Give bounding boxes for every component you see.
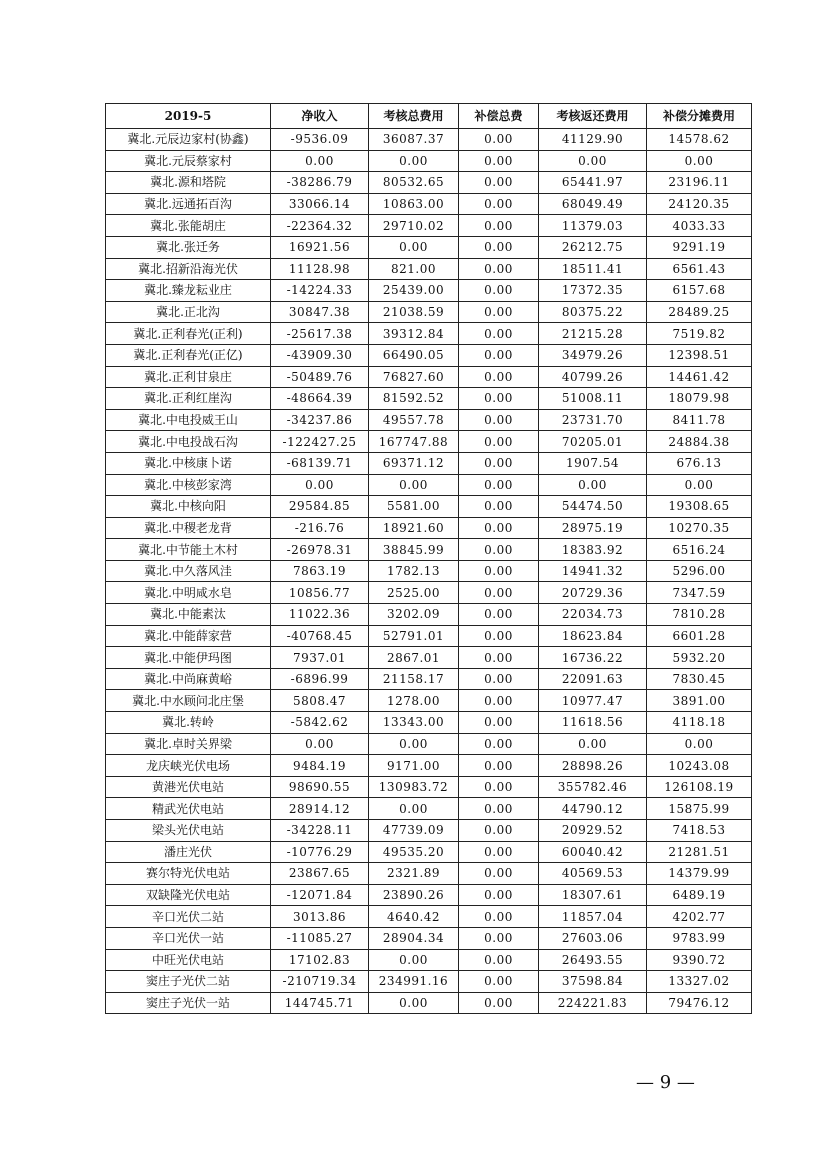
value-cell: 19308.65 — [647, 496, 752, 518]
settlement-table — [105, 103, 752, 1014]
value-cell: 0.00 — [459, 388, 539, 410]
table-row — [106, 517, 752, 539]
value-cell: 0.00 — [459, 625, 539, 647]
value-cell: 0.00 — [459, 604, 539, 626]
column-header: 考核返还费用 — [539, 104, 647, 129]
value-cell: 6561.43 — [647, 258, 752, 280]
table-row — [106, 927, 752, 949]
station-name-cell: 冀北.正利春光(正亿) — [106, 344, 271, 366]
value-cell: 3202.09 — [369, 604, 459, 626]
value-cell: 0.00 — [459, 301, 539, 323]
value-cell: 18079.98 — [647, 388, 752, 410]
station-name-cell: 冀北.招新沿海光伏 — [106, 258, 271, 280]
value-cell: 44790.12 — [539, 798, 647, 820]
table-row — [106, 582, 752, 604]
station-name-cell: 冀北.臻龙耘业庄 — [106, 280, 271, 302]
value-cell: 0.00 — [459, 280, 539, 302]
value-cell: 0.00 — [459, 690, 539, 712]
value-cell: 0.00 — [369, 733, 459, 755]
station-name-cell: 冀北.元辰蔡家村 — [106, 150, 271, 172]
value-cell: 17372.35 — [539, 280, 647, 302]
value-cell: 0.00 — [459, 517, 539, 539]
value-cell: 0.00 — [647, 474, 752, 496]
value-cell: 9783.99 — [647, 927, 752, 949]
value-cell: 0.00 — [271, 733, 369, 755]
value-cell: 0.00 — [369, 150, 459, 172]
table-row — [106, 193, 752, 215]
table-row — [106, 712, 752, 734]
station-name-cell: 冀北.中核康卜诺 — [106, 452, 271, 474]
value-cell: 20729.36 — [539, 582, 647, 604]
station-name-cell: 冀北.中电投战石沟 — [106, 431, 271, 453]
value-cell: 4640.42 — [369, 906, 459, 928]
value-cell: 38845.99 — [369, 539, 459, 561]
table-row — [106, 366, 752, 388]
value-cell: 14461.42 — [647, 366, 752, 388]
value-cell: 24120.35 — [647, 193, 752, 215]
station-name-cell: 冀北.中能素汰 — [106, 604, 271, 626]
value-cell: 22034.73 — [539, 604, 647, 626]
value-cell: 10977.47 — [539, 690, 647, 712]
value-cell: 16921.56 — [271, 236, 369, 258]
value-cell: 4033.33 — [647, 215, 752, 237]
value-cell: 65441.97 — [539, 172, 647, 194]
table-row — [106, 215, 752, 237]
column-header: 净收入 — [271, 104, 369, 129]
value-cell: 167747.88 — [369, 431, 459, 453]
station-name-cell: 冀北.中能伊玛图 — [106, 647, 271, 669]
value-cell: 18623.84 — [539, 625, 647, 647]
value-cell: 20929.52 — [539, 820, 647, 842]
table-row — [106, 280, 752, 302]
value-cell: 0.00 — [369, 798, 459, 820]
value-cell: 14379.99 — [647, 863, 752, 885]
value-cell: 0.00 — [459, 344, 539, 366]
station-name-cell: 窦庄子光伏二站 — [106, 971, 271, 993]
value-cell: 7519.82 — [647, 323, 752, 345]
station-name-cell: 冀北.中能薛家营 — [106, 625, 271, 647]
value-cell: 0.00 — [459, 474, 539, 496]
value-cell: -6896.99 — [271, 668, 369, 690]
value-cell: 1782.13 — [369, 560, 459, 582]
value-cell: 0.00 — [459, 841, 539, 863]
table-row — [106, 323, 752, 345]
table-row — [106, 992, 752, 1014]
table-row — [106, 539, 752, 561]
value-cell: -10776.29 — [271, 841, 369, 863]
value-cell: 0.00 — [647, 733, 752, 755]
value-cell: 0.00 — [459, 863, 539, 885]
table-row — [106, 690, 752, 712]
page-number: — 9 — — [636, 1072, 695, 1093]
station-name-cell: 冀北.元辰边家村(协鑫) — [106, 129, 271, 151]
value-cell: 0.00 — [459, 431, 539, 453]
value-cell: -210719.34 — [271, 971, 369, 993]
value-cell: 76827.60 — [369, 366, 459, 388]
value-cell: -26978.31 — [271, 539, 369, 561]
value-cell: 0.00 — [459, 539, 539, 561]
value-cell: 18383.92 — [539, 539, 647, 561]
station-name-cell: 冀北.中明咸水皂 — [106, 582, 271, 604]
value-cell: 28914.12 — [271, 798, 369, 820]
value-cell: 6157.68 — [647, 280, 752, 302]
value-cell: 0.00 — [459, 668, 539, 690]
value-cell: 29584.85 — [271, 496, 369, 518]
value-cell: 126108.19 — [647, 776, 752, 798]
value-cell: 21215.28 — [539, 323, 647, 345]
value-cell: 0.00 — [459, 927, 539, 949]
station-name-cell: 梁头光伏电站 — [106, 820, 271, 842]
value-cell: 3891.00 — [647, 690, 752, 712]
value-cell: 41129.90 — [539, 129, 647, 151]
value-cell: 130983.72 — [369, 776, 459, 798]
column-header: 补偿总费 — [459, 104, 539, 129]
table-row — [106, 150, 752, 172]
value-cell: 66490.05 — [369, 344, 459, 366]
value-cell: 11618.56 — [539, 712, 647, 734]
table-row — [106, 949, 752, 971]
value-cell: 36087.37 — [369, 129, 459, 151]
value-cell: 0.00 — [459, 582, 539, 604]
column-header: 补偿分摊费用 — [647, 104, 752, 129]
station-name-cell: 冀北.张迁务 — [106, 236, 271, 258]
station-name-cell: 中旺光伏电站 — [106, 949, 271, 971]
station-name-cell: 龙庆峡光伏电场 — [106, 755, 271, 777]
value-cell: 33066.14 — [271, 193, 369, 215]
value-cell: 0.00 — [459, 820, 539, 842]
data-sheet — [105, 103, 751, 1014]
station-name-cell: 窦庄子光伏一站 — [106, 992, 271, 1014]
value-cell: -5842.62 — [271, 712, 369, 734]
value-cell: 0.00 — [271, 474, 369, 496]
value-cell: 0.00 — [369, 992, 459, 1014]
station-name-cell: 潘庄光伏 — [106, 841, 271, 863]
value-cell: 37598.84 — [539, 971, 647, 993]
value-cell: 11022.36 — [271, 604, 369, 626]
value-cell: 18921.60 — [369, 517, 459, 539]
value-cell: 28975.19 — [539, 517, 647, 539]
value-cell: 0.00 — [369, 949, 459, 971]
value-cell: 0.00 — [271, 150, 369, 172]
value-cell: 28898.26 — [539, 755, 647, 777]
value-cell: 23867.65 — [271, 863, 369, 885]
table-row — [106, 344, 752, 366]
value-cell: -9536.09 — [271, 129, 369, 151]
value-cell: -38286.79 — [271, 172, 369, 194]
value-cell: 52791.01 — [369, 625, 459, 647]
value-cell: 39312.84 — [369, 323, 459, 345]
station-name-cell: 冀北.中节能土木村 — [106, 539, 271, 561]
value-cell: -68139.71 — [271, 452, 369, 474]
value-cell: 0.00 — [459, 215, 539, 237]
value-cell: 0.00 — [459, 906, 539, 928]
value-cell: 7418.53 — [647, 820, 752, 842]
value-cell: 47739.09 — [369, 820, 459, 842]
value-cell: 676.13 — [647, 452, 752, 474]
value-cell: 0.00 — [459, 172, 539, 194]
value-cell: 69371.12 — [369, 452, 459, 474]
station-name-cell: 冀北.张能胡庄 — [106, 215, 271, 237]
station-name-cell: 冀北.转岭 — [106, 712, 271, 734]
value-cell: 144745.71 — [271, 992, 369, 1014]
value-cell: 79476.12 — [647, 992, 752, 1014]
value-cell: 10243.08 — [647, 755, 752, 777]
value-cell: 0.00 — [459, 366, 539, 388]
value-cell: 0.00 — [459, 560, 539, 582]
table-row — [106, 647, 752, 669]
value-cell: 16736.22 — [539, 647, 647, 669]
value-cell: 7810.28 — [647, 604, 752, 626]
value-cell: 49557.78 — [369, 409, 459, 431]
station-name-cell: 冀北.正利甘泉庄 — [106, 366, 271, 388]
value-cell: 8411.78 — [647, 409, 752, 431]
value-cell: 355782.46 — [539, 776, 647, 798]
value-cell: -34228.11 — [271, 820, 369, 842]
table-row — [106, 884, 752, 906]
value-cell: 0.00 — [459, 647, 539, 669]
value-cell: 23890.26 — [369, 884, 459, 906]
value-cell: 0.00 — [647, 150, 752, 172]
value-cell: 11379.03 — [539, 215, 647, 237]
station-name-cell: 赛尔特光伏电站 — [106, 863, 271, 885]
value-cell: 14578.62 — [647, 129, 752, 151]
table-row — [106, 258, 752, 280]
value-cell: 0.00 — [539, 733, 647, 755]
table-row — [106, 863, 752, 885]
value-cell: -122427.25 — [271, 431, 369, 453]
value-cell: 0.00 — [459, 236, 539, 258]
table-row — [106, 388, 752, 410]
value-cell: 0.00 — [459, 129, 539, 151]
value-cell: 224221.83 — [539, 992, 647, 1014]
table-row — [106, 733, 752, 755]
value-cell: 17102.83 — [271, 949, 369, 971]
value-cell: 10270.35 — [647, 517, 752, 539]
station-name-cell: 冀北.中核向阳 — [106, 496, 271, 518]
value-cell: 0.00 — [459, 712, 539, 734]
value-cell: -48664.39 — [271, 388, 369, 410]
station-name-cell: 冀北.中稷老龙背 — [106, 517, 271, 539]
value-cell: 1907.54 — [539, 452, 647, 474]
value-cell: 0.00 — [459, 193, 539, 215]
value-cell: 40569.53 — [539, 863, 647, 885]
station-name-cell: 冀北.中电投威王山 — [106, 409, 271, 431]
station-name-cell: 辛口光伏二站 — [106, 906, 271, 928]
value-cell: 11857.04 — [539, 906, 647, 928]
station-name-cell: 冀北.源和塔院 — [106, 172, 271, 194]
value-cell: 5581.00 — [369, 496, 459, 518]
value-cell: 23731.70 — [539, 409, 647, 431]
value-cell: 68049.49 — [539, 193, 647, 215]
station-name-cell: 冀北.正北沟 — [106, 301, 271, 323]
value-cell: 28904.34 — [369, 927, 459, 949]
value-cell: 13327.02 — [647, 971, 752, 993]
value-cell: 0.00 — [459, 798, 539, 820]
value-cell: 49535.20 — [369, 841, 459, 863]
value-cell: 18307.61 — [539, 884, 647, 906]
table-row — [106, 452, 752, 474]
table-row — [106, 172, 752, 194]
value-cell: 22091.63 — [539, 668, 647, 690]
value-cell: 12398.51 — [647, 344, 752, 366]
column-header: 考核总费用 — [369, 104, 459, 129]
value-cell: 54474.50 — [539, 496, 647, 518]
station-name-cell: 黄港光伏电站 — [106, 776, 271, 798]
value-cell: 23196.11 — [647, 172, 752, 194]
value-cell: 0.00 — [459, 733, 539, 755]
value-cell: -34237.86 — [271, 409, 369, 431]
value-cell: 21038.59 — [369, 301, 459, 323]
value-cell: -14224.33 — [271, 280, 369, 302]
column-header: 2019-5 — [106, 104, 271, 129]
table-row — [106, 820, 752, 842]
value-cell: 60040.42 — [539, 841, 647, 863]
value-cell: 4118.18 — [647, 712, 752, 734]
value-cell: 0.00 — [459, 884, 539, 906]
table-row — [106, 906, 752, 928]
table-row — [106, 625, 752, 647]
value-cell: 7347.59 — [647, 582, 752, 604]
value-cell: 7863.19 — [271, 560, 369, 582]
table-row — [106, 755, 752, 777]
table-row — [106, 971, 752, 993]
table-row — [106, 236, 752, 258]
value-cell: 7830.45 — [647, 668, 752, 690]
station-name-cell: 冀北.中尚麻黄峪 — [106, 668, 271, 690]
value-cell: -50489.76 — [271, 366, 369, 388]
value-cell: 98690.55 — [271, 776, 369, 798]
value-cell: 5932.20 — [647, 647, 752, 669]
value-cell: 9390.72 — [647, 949, 752, 971]
value-cell: 11128.98 — [271, 258, 369, 280]
value-cell: -25617.38 — [271, 323, 369, 345]
table-row — [106, 798, 752, 820]
value-cell: 2525.00 — [369, 582, 459, 604]
value-cell: 0.00 — [459, 992, 539, 1014]
table-row — [106, 668, 752, 690]
value-cell: 2321.89 — [369, 863, 459, 885]
value-cell: 10856.77 — [271, 582, 369, 604]
value-cell: 0.00 — [459, 150, 539, 172]
table-row — [106, 560, 752, 582]
value-cell: 0.00 — [459, 452, 539, 474]
value-cell: 6516.24 — [647, 539, 752, 561]
value-cell: 18511.41 — [539, 258, 647, 280]
value-cell: 5808.47 — [271, 690, 369, 712]
table-row — [106, 841, 752, 863]
value-cell: 9291.19 — [647, 236, 752, 258]
station-name-cell: 冀北.卓时关界梁 — [106, 733, 271, 755]
value-cell: 21281.51 — [647, 841, 752, 863]
table-row — [106, 474, 752, 496]
value-cell: 27603.06 — [539, 927, 647, 949]
station-name-cell: 冀北.正利春光(正利) — [106, 323, 271, 345]
value-cell: 2867.01 — [369, 647, 459, 669]
value-cell: -12071.84 — [271, 884, 369, 906]
value-cell: 13343.00 — [369, 712, 459, 734]
value-cell: 80375.22 — [539, 301, 647, 323]
table-row — [106, 604, 752, 626]
value-cell: 0.00 — [539, 150, 647, 172]
value-cell: 1278.00 — [369, 690, 459, 712]
value-cell: 9484.19 — [271, 755, 369, 777]
value-cell: 40799.26 — [539, 366, 647, 388]
value-cell: -22364.32 — [271, 215, 369, 237]
value-cell: -40768.45 — [271, 625, 369, 647]
table-row — [106, 129, 752, 151]
value-cell: 3013.86 — [271, 906, 369, 928]
value-cell: 0.00 — [459, 971, 539, 993]
station-name-cell: 冀北.中久落风洼 — [106, 560, 271, 582]
value-cell: 21158.17 — [369, 668, 459, 690]
value-cell: 0.00 — [459, 755, 539, 777]
table-row — [106, 301, 752, 323]
table-row — [106, 431, 752, 453]
value-cell: 28489.25 — [647, 301, 752, 323]
station-name-cell: 冀北.中核彭家湾 — [106, 474, 271, 496]
value-cell: 0.00 — [459, 776, 539, 798]
value-cell: -11085.27 — [271, 927, 369, 949]
station-name-cell: 冀北.正利红崖沟 — [106, 388, 271, 410]
station-name-cell: 冀北.远通拓百沟 — [106, 193, 271, 215]
table-row — [106, 496, 752, 518]
station-name-cell: 双缺隆光伏电站 — [106, 884, 271, 906]
table-body — [106, 129, 752, 1014]
value-cell: 0.00 — [459, 949, 539, 971]
value-cell: 5296.00 — [647, 560, 752, 582]
value-cell: 10863.00 — [369, 193, 459, 215]
value-cell: 51008.11 — [539, 388, 647, 410]
value-cell: -43909.30 — [271, 344, 369, 366]
value-cell: 15875.99 — [647, 798, 752, 820]
header-row — [106, 104, 752, 129]
value-cell: 234991.16 — [369, 971, 459, 993]
value-cell: 6489.19 — [647, 884, 752, 906]
value-cell: 6601.28 — [647, 625, 752, 647]
value-cell: 0.00 — [539, 474, 647, 496]
value-cell: 4202.77 — [647, 906, 752, 928]
value-cell: 26212.75 — [539, 236, 647, 258]
value-cell: 0.00 — [459, 323, 539, 345]
value-cell: 29710.02 — [369, 215, 459, 237]
table-row — [106, 409, 752, 431]
station-name-cell: 辛口光伏一站 — [106, 927, 271, 949]
value-cell: 24884.38 — [647, 431, 752, 453]
value-cell: 26493.55 — [539, 949, 647, 971]
value-cell: 0.00 — [369, 236, 459, 258]
value-cell: 7937.01 — [271, 647, 369, 669]
value-cell: 14941.32 — [539, 560, 647, 582]
station-name-cell: 冀北.中水顾问北庄堡 — [106, 690, 271, 712]
value-cell: 34979.26 — [539, 344, 647, 366]
station-name-cell: 精武光伏电站 — [106, 798, 271, 820]
value-cell: 25439.00 — [369, 280, 459, 302]
value-cell: 821.00 — [369, 258, 459, 280]
value-cell: 81592.52 — [369, 388, 459, 410]
value-cell: 0.00 — [369, 474, 459, 496]
value-cell: 0.00 — [459, 258, 539, 280]
value-cell: 30847.38 — [271, 301, 369, 323]
value-cell: 80532.65 — [369, 172, 459, 194]
value-cell: -216.76 — [271, 517, 369, 539]
value-cell: 9171.00 — [369, 755, 459, 777]
table-row — [106, 776, 752, 798]
value-cell: 0.00 — [459, 496, 539, 518]
value-cell: 70205.01 — [539, 431, 647, 453]
value-cell: 0.00 — [459, 409, 539, 431]
